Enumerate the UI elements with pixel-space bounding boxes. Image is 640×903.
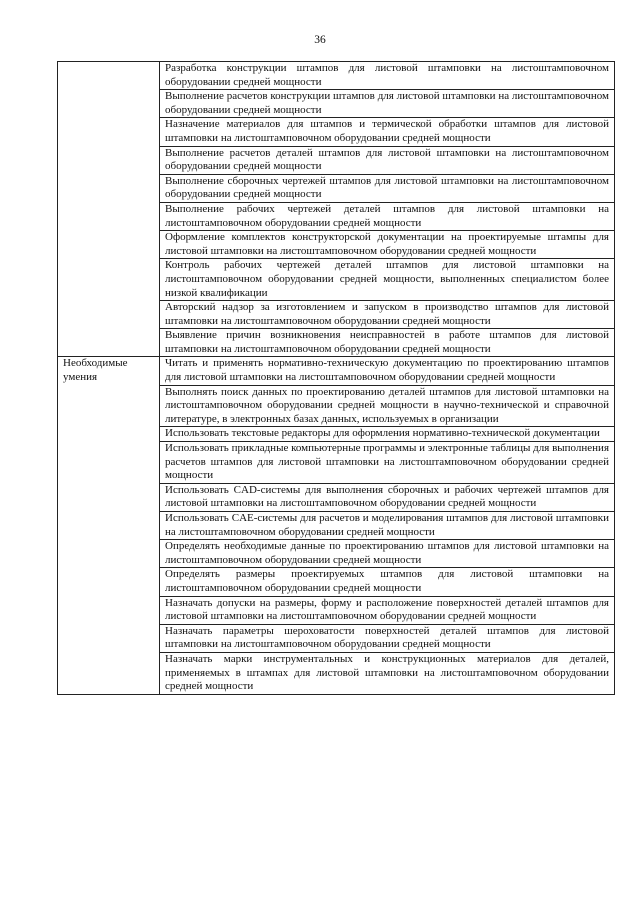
table-cell: Выполнение расчетов деталей штампов для листовой штамповки на листоштамповочном оборудовании средней мощности [160,146,615,174]
table-cell: Читать и применять нормативно-техническую документацию по проектированию штампов для листовой штамповки на листоштамповочном оборудовании средней мощности [160,357,615,385]
table-cell: Использовать CAD-системы для выполнения сборочных и рабочих чертежей штампов для листовой штамповки на листоштамповочном оборудовании средней мощности [160,483,615,511]
table-cell: Контроль рабочих чертежей деталей штампов для листовой штамповки на листоштамповочном оборудовании средней мощности, выполненных специалистом более низкой квалификации [160,259,615,301]
table-cell: Оформление комплектов конструкторской документации на проектируемые штампы для листовой штамповки на листоштамповочном оборудовании средней мощности [160,231,615,259]
table-cell: Разработка конструкции штампов для листовой штамповки на листоштамповочном оборудовании средней мощности [160,62,615,90]
section-label-empty [58,62,160,357]
table-cell: Использовать прикладные компьютерные программы и электронные таблицы для выполнения расчетов штампов для листовой штамповки на листоштамповочном оборудовании средней мощности [160,442,615,484]
table-cell: Выявление причин возникновения неисправностей в работе штампов для листовой штамповки на листоштамповочном оборудовании средней мощности [160,329,615,357]
table-cell: Назначение материалов для штампов и термической обработки штампов для листовой штамповки на листоштамповочном оборудовании средней мощности [160,118,615,146]
table-cell: Выполнение расчетов конструкции штампов для листовой штамповки на листоштамповочном оборудовании средней мощности [160,90,615,118]
table-cell: Определять размеры проектируемых штампов для листовой штамповки на листоштамповочном оборудовании средней мощности [160,568,615,596]
table-cell: Авторский надзор за изготовлением и запуском в производство штампов для листовой штамповки на листоштамповочном оборудовании средней мощности [160,301,615,329]
table-cell: Определять необходимые данные по проектированию штампов для листовой штамповки на листоштамповочном оборудовании средней мощности [160,540,615,568]
page-number: 36 [314,34,326,46]
table-cell: Назначать допуски на размеры, форму и расположение поверхностей деталей штампов для листовой штамповки на листоштамповочном оборудовании средней мощности [160,596,615,624]
table-cell: Выполнение рабочих чертежей деталей штампов для листовой штамповки на листоштамповочном оборудовании средней мощности [160,202,615,230]
section-label-skills: Необходимые умения [58,357,160,694]
table-cell: Назначать марки инструментальных и конструкционных материалов для деталей, применяемых в штампах для листовой штамповки на листоштамповочном оборудовании средней мощности [160,652,615,694]
table-row [58,62,615,90]
table-row [58,357,615,385]
table-cell: Выполнение сборочных чертежей штампов для листовой штамповки на листоштамповочном оборудовании средней мощности [160,174,615,202]
competency-table [57,61,615,695]
table-cell: Использовать CAE-системы для расчетов и моделирования штампов для листовой штамповки на листоштамповочном оборудовании средней мощности [160,512,615,540]
table-cell: Назначать параметры шероховатости поверхностей деталей штампов для листовой штамповки на листоштамповочном оборудовании средней мощности [160,624,615,652]
table-cell: Выполнять поиск данных по проектированию деталей штампов для листовой штамповки на листоштамповочном оборудовании средней мощности в научно-технической и справочной литературе, в электронных базах данных, используемых в организации [160,385,615,427]
table-cell: Использовать текстовые редакторы для оформления нормативно-технической документации [160,427,615,442]
